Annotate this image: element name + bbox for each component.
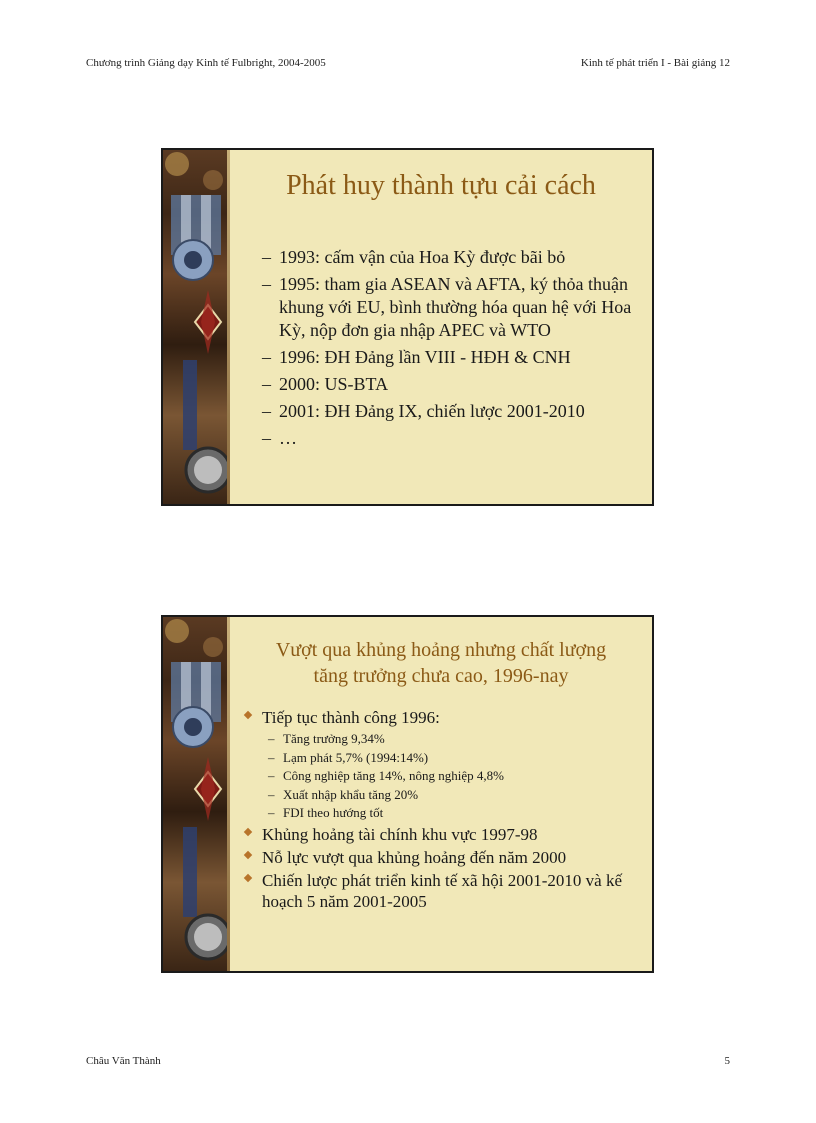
diamond-bullet-icon bbox=[244, 711, 252, 719]
list-item: – 1996: ĐH Đảng lần VIII - HĐH & CNH bbox=[262, 346, 654, 369]
sub-list-item: – Tăng trưởng 9,34% bbox=[268, 730, 645, 748]
slide-2-title-line-1: Vượt qua khủng hoảng nhưng chất lượng bbox=[275, 639, 607, 661]
slide-2 bbox=[161, 615, 654, 973]
slide-2-title bbox=[230, 637, 652, 689]
slide-2-title-line-2: tăng trưởng chưa cao, 1996-nay bbox=[313, 665, 569, 687]
sub-list-item: – FDI theo hướng tốt bbox=[268, 804, 645, 822]
list-item: Chiến lược phát triển kinh tế xã hội 2001-2010 và kế hoạch 5 năm 2001-2005 bbox=[245, 870, 645, 912]
decorative-medal-strip bbox=[163, 150, 230, 504]
diamond-bullet-icon bbox=[244, 873, 252, 881]
diamond-bullet-icon bbox=[244, 827, 252, 835]
medal-image bbox=[163, 617, 230, 973]
sub-list-item: – Lạm phát 5,7% (1994:14%) bbox=[268, 749, 645, 767]
list-item: Tiếp tục thành công 1996: – Tăng trưởng 9,34% – Lạm phát 5,7% (1994:14%) – Công nghiệp tăng 14%, nông nghiệp 4,8% – Xuất nhập khẩu tăng 20% – FDI theo hướng tốt bbox=[245, 707, 645, 822]
slide-1-list bbox=[262, 246, 654, 454]
sub-list-item: – Công nghiệp tăng 14%, nông nghiệp 4,8% bbox=[268, 767, 645, 785]
slide-1 bbox=[161, 148, 654, 506]
list-item: – … bbox=[262, 427, 654, 450]
medal-image bbox=[163, 150, 230, 506]
sub-list bbox=[268, 730, 645, 822]
list-item: – 2001: ĐH Đảng IX, chiến lược 2001-2010 bbox=[262, 400, 654, 423]
page-number: 5 bbox=[724, 1055, 730, 1067]
list-item: Khủng hoảng tài chính khu vực 1997-98 bbox=[245, 824, 645, 845]
slide-2-list bbox=[245, 707, 645, 914]
diamond-bullet-icon bbox=[244, 850, 252, 858]
header-lecture-title: Kinh tế phát triển I - Bài giảng 12 bbox=[580, 57, 730, 69]
slide-1-title: Phát huy thành tựu cải cách bbox=[286, 170, 596, 201]
header-course-title: Chương trình Giảng dạy Kinh tế Fulbright, 2004-2005 bbox=[86, 57, 326, 69]
list-item: – 1995: tham gia ASEAN và AFTA, ký thỏa thuận khung với EU, bình thường hóa quan hệ với Hoa Kỳ, nộp đơn gia nhập APEC và WTO bbox=[262, 273, 654, 342]
decorative-medal-strip bbox=[163, 617, 230, 971]
footer-author: Châu Văn Thành bbox=[86, 1055, 161, 1067]
list-item: – 2000: US-BTA bbox=[262, 373, 654, 396]
sub-list-item: – Xuất nhập khẩu tăng 20% bbox=[268, 786, 645, 804]
list-item: – 1993: cấm vận của Hoa Kỳ được bãi bỏ bbox=[262, 246, 654, 269]
list-item: Nỗ lực vượt qua khủng hoảng đến năm 2000 bbox=[245, 847, 645, 868]
